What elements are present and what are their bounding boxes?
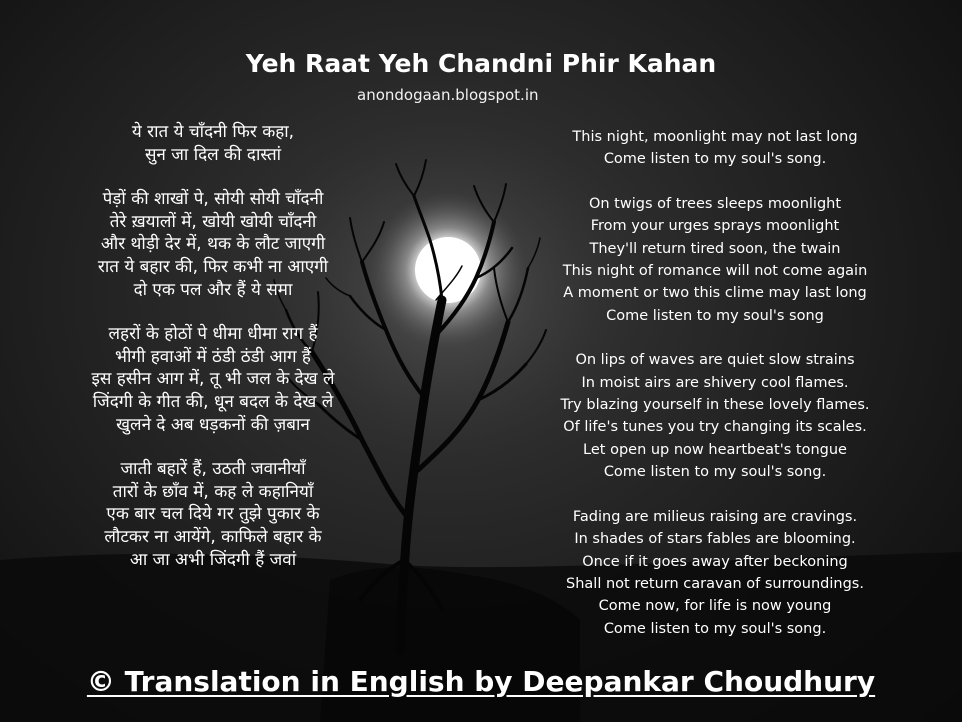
hindi-line: इस हसीन आग में, तू भी जल के देख ले (91, 369, 335, 390)
english-translation (535, 126, 895, 640)
hindi-stanza-1 (28, 121, 398, 166)
english-stanza-3 (535, 349, 895, 483)
english-line: Shall not return caravan of surroundings. (566, 575, 864, 592)
english-line: Fading are milieus raising are cravings. (572, 508, 858, 525)
hindi-line: लहरों के होठों पे धीमा धीमा राग हैं (108, 324, 318, 345)
hindi-line: रात ये बहार की, फिर कभी ना आएगी (97, 256, 329, 277)
english-line: On twigs of trees sleeps moonlight (588, 195, 842, 212)
translation-credit: © Translation in English by Deepankar Choudhury (86, 665, 876, 698)
english-line: Of life's tunes you try changing its scales. (563, 419, 867, 436)
hindi-line: ये रात ये चाँदनी फिर कहा, (131, 122, 295, 142)
hindi-lyrics (28, 121, 398, 571)
hindi-line: पेड़ों की शाखों पे, सोयी सोयी चाँदनी (102, 189, 324, 210)
english-line: Try blazing yourself in these lovely flames. (560, 397, 870, 414)
english-line: Once if it goes away after beckoning (582, 553, 848, 570)
english-line: Come listen to my soul's song. (603, 151, 827, 168)
hindi-line: दो एक पल और हैं ये समा (133, 279, 293, 300)
english-line: From your urges sprays moonlight (590, 218, 840, 235)
page-title: Yeh Raat Yeh Chandni Phir Kahan (245, 49, 717, 78)
hindi-line: भीगी हवाओं में ठंडी ठंडी आग हैं (115, 346, 311, 367)
moon (415, 237, 481, 303)
english-line: On lips of waves are quiet slow strains (575, 352, 855, 369)
english-stanza-4 (535, 506, 895, 640)
english-line: Come listen to my soul's song. (603, 464, 827, 481)
hindi-line: तारों के छाँव में, कह ले कहानियाँ (112, 481, 314, 502)
english-line: Come now, for life is now young (598, 598, 832, 615)
hindi-line: खुलने दे अब धड़कनों की ज़बान (116, 414, 310, 435)
english-line: Let open up now heartbeat's tongue (583, 441, 847, 458)
english-line: A moment or two this clime may last long (563, 285, 867, 302)
hindi-line: सुन जा दिल की दास्तां (144, 144, 282, 165)
english-stanza-2 (535, 193, 895, 327)
hindi-line: आ जा अभी जिंदगी हैं जवां (129, 549, 297, 570)
english-line: They'll return tired soon, the twain (589, 240, 841, 257)
english-line: In moist airs are shivery cool flames. (581, 374, 849, 391)
english-line: In shades of stars fables are blooming. (574, 531, 856, 548)
hindi-stanza-3 (28, 323, 398, 436)
hindi-line: और थोड़ी देर में, थक के लौट जाएगी (100, 234, 326, 255)
english-stanza-1 (535, 126, 895, 171)
english-line: Come listen to my soul's song. (603, 620, 827, 637)
english-line: Come listen to my soul's song (606, 307, 824, 324)
hindi-line: जाती बहारें हैं, उठती जवानीयाँ (120, 459, 306, 480)
hindi-line: जिंदगी के गीत की, धून बदल के देख ले (92, 391, 334, 412)
english-line: This night of romance will not come again (562, 263, 868, 280)
hindi-line: तेरे ख़यालों में, खोयी खोयी चाँदनी (109, 211, 317, 232)
hindi-stanza-4 (28, 458, 398, 571)
hindi-line: एक बार चल दिये गर तुझे पुकार के (106, 504, 320, 525)
hindi-stanza-2 (28, 188, 398, 301)
english-line: This night, moonlight may not last long (572, 129, 858, 145)
hindi-line: लौटकर ना आयेंगे, काफिले बहार के (104, 526, 322, 547)
website-url: anondogaan.blogspot.in (357, 86, 539, 104)
